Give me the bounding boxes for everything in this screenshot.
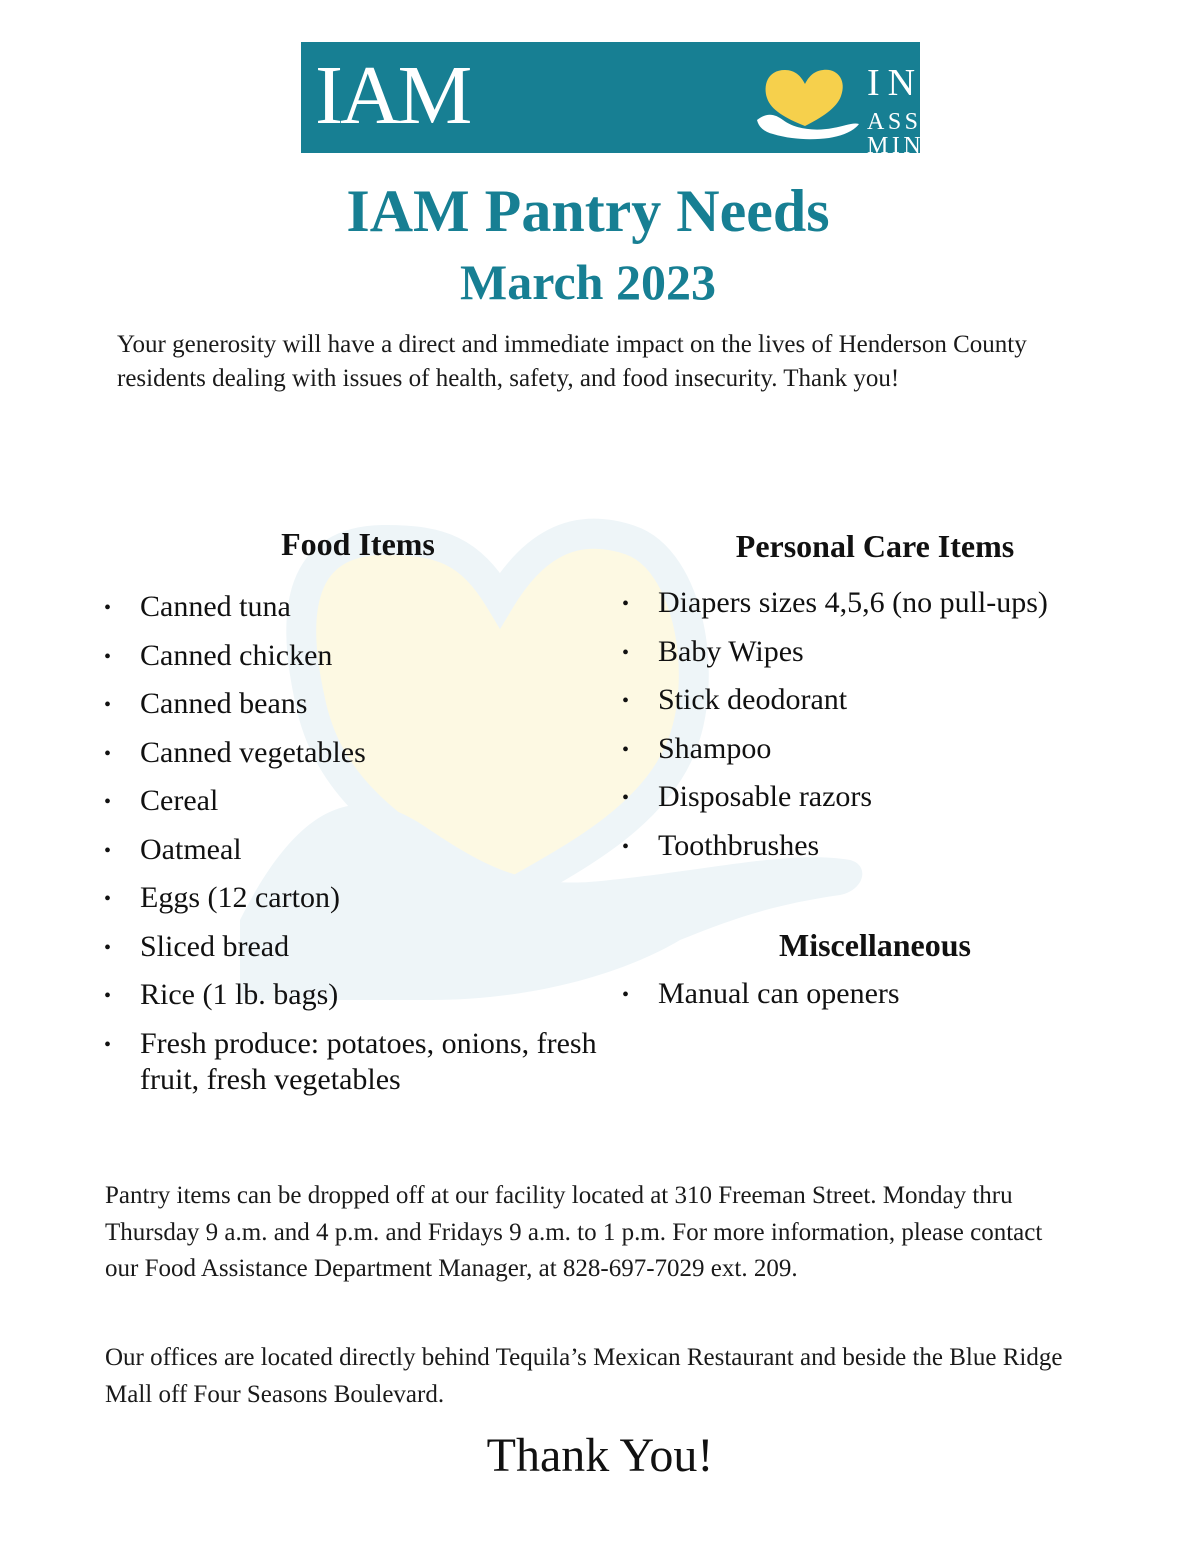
iam-logo (301, 42, 1168, 159)
miscellaneous-list (622, 976, 1162, 1012)
list-item: • Shampoo (622, 731, 1162, 767)
list-item: • Canned beans (104, 686, 624, 722)
intro-paragraph: Your generosity will have a direct and immediate impact on the lives of Henderson County residents dealing with issues of health, safety, and food insecurity. Thank you! (117, 331, 1027, 392)
miscellaneous-heading: Miscellaneous (779, 927, 971, 963)
list-item: • Canned vegetables (104, 735, 624, 771)
list-item: • Toothbrushes (622, 828, 1162, 864)
personal-care-list (622, 585, 1162, 876)
list-item: • Fresh produce: potatoes, onions, fresh fruit, fresh vegetables (104, 1026, 610, 1098)
list-item: • Stick deodorant (622, 682, 1162, 718)
list-item: • Eggs (12 carton) (104, 880, 624, 916)
list-item: • Disposable razors (622, 779, 1162, 815)
page-title: IAM Pantry Needs (346, 178, 830, 244)
page-subtitle: March 2023 (460, 254, 716, 310)
list-item: • Manual can openers (622, 976, 1162, 1012)
logo-line-assistance-ministry: ASSISTANCE MINISTRY (867, 109, 1046, 159)
list-item: • Diapers sizes 4,5,6 (no pull-ups) (622, 585, 1162, 621)
logo-line-interfaith: INTERFAITH (867, 62, 1168, 104)
food-items-heading: Food Items (281, 526, 435, 562)
thank-you-text: Thank You! (486, 1429, 714, 1482)
office-location-paragraph: Our offices are located directly behind Tequila’s Mexican Restaurant and beside the Blue Ridge Mall off Four Seasons Boulevard. (105, 1344, 1063, 1408)
dropoff-info-paragraph: Pantry items can be dropped off at our facility located at 310 Freeman Street. Monday thru Thursday 9 a.m. and 4 p.m. and Fridays 9 a.m. to 1 p.m. For more information, please contact our Food Assistance Department Manager, at 828-697-7029 ext. 209. (105, 1182, 1043, 1282)
food-items-list (104, 589, 624, 1110)
list-item: • Cereal (104, 783, 624, 819)
list-item: • Oatmeal (104, 832, 624, 868)
logo-wordmark: IAM (315, 49, 470, 142)
personal-care-heading: Personal Care Items (735, 528, 1015, 564)
list-item: • Rice (1 lb. bags) (104, 977, 624, 1013)
list-item: • Sliced bread (104, 929, 624, 965)
list-item: • Canned tuna (104, 589, 624, 625)
list-item: • Baby Wipes (622, 634, 1162, 670)
list-item: • Canned chicken (104, 638, 624, 674)
heart-hand-icon (753, 62, 863, 142)
